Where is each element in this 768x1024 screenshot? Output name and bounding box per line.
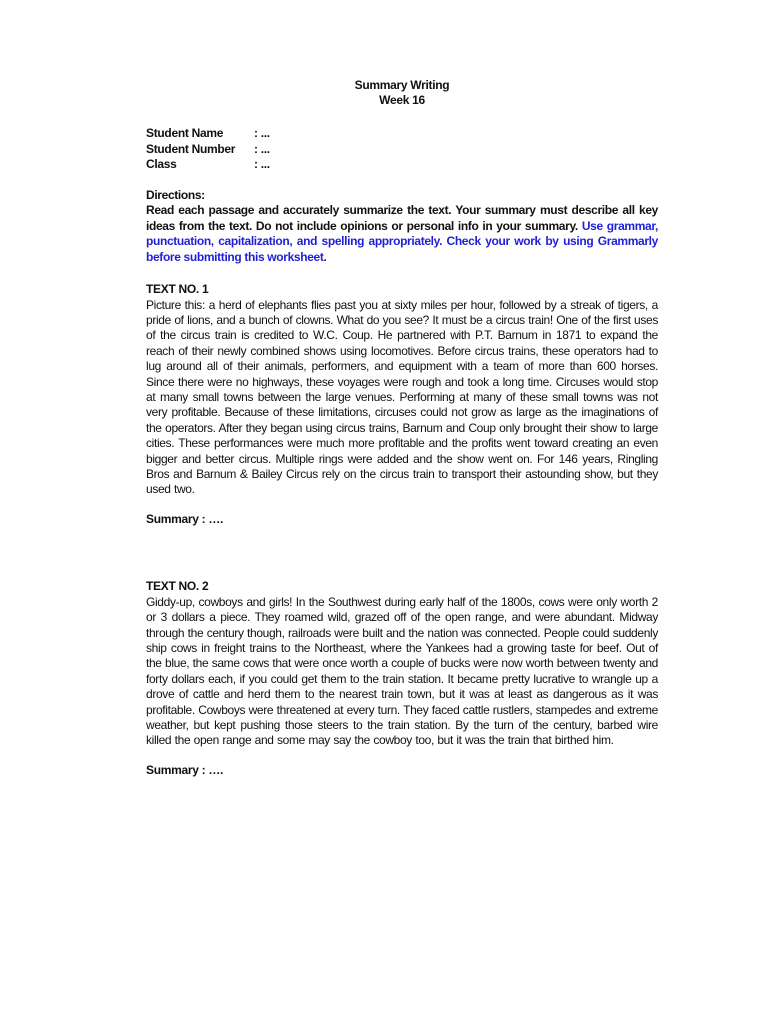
student-number-value: : ... — [254, 141, 270, 156]
student-number-row — [146, 142, 658, 158]
class-value: : ... — [254, 157, 270, 171]
student-info — [146, 126, 658, 173]
class-label: Class — [146, 157, 177, 171]
worksheet-week: Week 16 — [379, 93, 425, 107]
worksheet-page — [146, 78, 658, 778]
student-name-row — [146, 126, 658, 142]
class-row — [146, 157, 658, 173]
directions-heading: Directions: — [146, 187, 205, 202]
text-1-summary-label: Summary : …. — [146, 511, 224, 526]
text-2-summary-label: Summary : …. — [146, 762, 224, 777]
directions-highlight-text: Use grammar, punctuation, capitalization, and spelling appropriately. Check your work by using Grammarly before submitting this worksheet. — [146, 218, 658, 264]
worksheet-header — [146, 78, 658, 108]
text-2-passage: Giddy-up, cowboys and girls! In the Southwest during early half of the 1800s, cows were only worth 2 or 3 dollars a piece. They roamed wild, grazed off of the open range, and were abundant. Midway through the century though, railroads were built and the nation was connected. People could suddenly ship cows in freight trains to the Northeast, where the Yankees had a growing taste for beef. Out of the blue, the same cows that were once worth a couple of bucks were now worth between twenty and forty dollars each, if you could get them to the train station. It became pretty lucrative to wrangle up a drove of cattle and herd them to the nearest train town, but it was at least as dangerous as it was profitable. Cowboys were threatened at every turn. They faced cattle rustlers, stampedes and extreme weather, but kept pushing those steers to the train station. By the turn of the century, barbed wire killed the open range and some may say the cowboy too, but it was the train that birthed him. — [146, 594, 658, 748]
student-name-value: : ... — [254, 126, 270, 140]
directions-text: Read each passage and accurately summarize the text. Your summary must describe all key ideas from the text. Do not include opinions or personal info in your summary. — [146, 203, 658, 233]
text-2-title: TEXT NO. 2 — [146, 579, 209, 594]
worksheet-title: Summary Writing — [354, 78, 450, 92]
text-1-passage: Picture this: a herd of elephants flies past you at sixty miles per hour, followed by a streak of tigers, a pride of lions, and a bunch of clowns. What do you see? It must be a circus train! One of the first uses of the circus train is credited to W.C. Coup. He partnered with P.T. Barnum in 1871 to expand the reach of their newly combined shows using locomotives. Before circus trains, these operators had to lug around all of their animals, performers, and equipment with a team of more than 600 horses. Since there were no highways, these voyages were rough and took a long time. Circuses would stop at many small towns between the large venues. Performing at many of these small towns was not very profitable. Because of these limitations, circuses could not grow as large as the imaginations of the operators. After they began using circus trains, Barnum and Coup only brought their show to large cities. These performances were much more profitable and the profits went toward creating an even bigger and better circus. Multiple rings were added and the show went on. For 146 years, Ringling Bros and Barnum & Bailey Circus rely on the circus train to transport their astounding show, but they used two. — [146, 297, 658, 497]
student-number-label: Student Number — [146, 141, 236, 156]
student-name-label: Student Name — [146, 126, 224, 140]
directions-body — [146, 203, 658, 265]
text-1-title: TEXT NO. 1 — [146, 282, 209, 296]
directions-section — [146, 188, 658, 266]
